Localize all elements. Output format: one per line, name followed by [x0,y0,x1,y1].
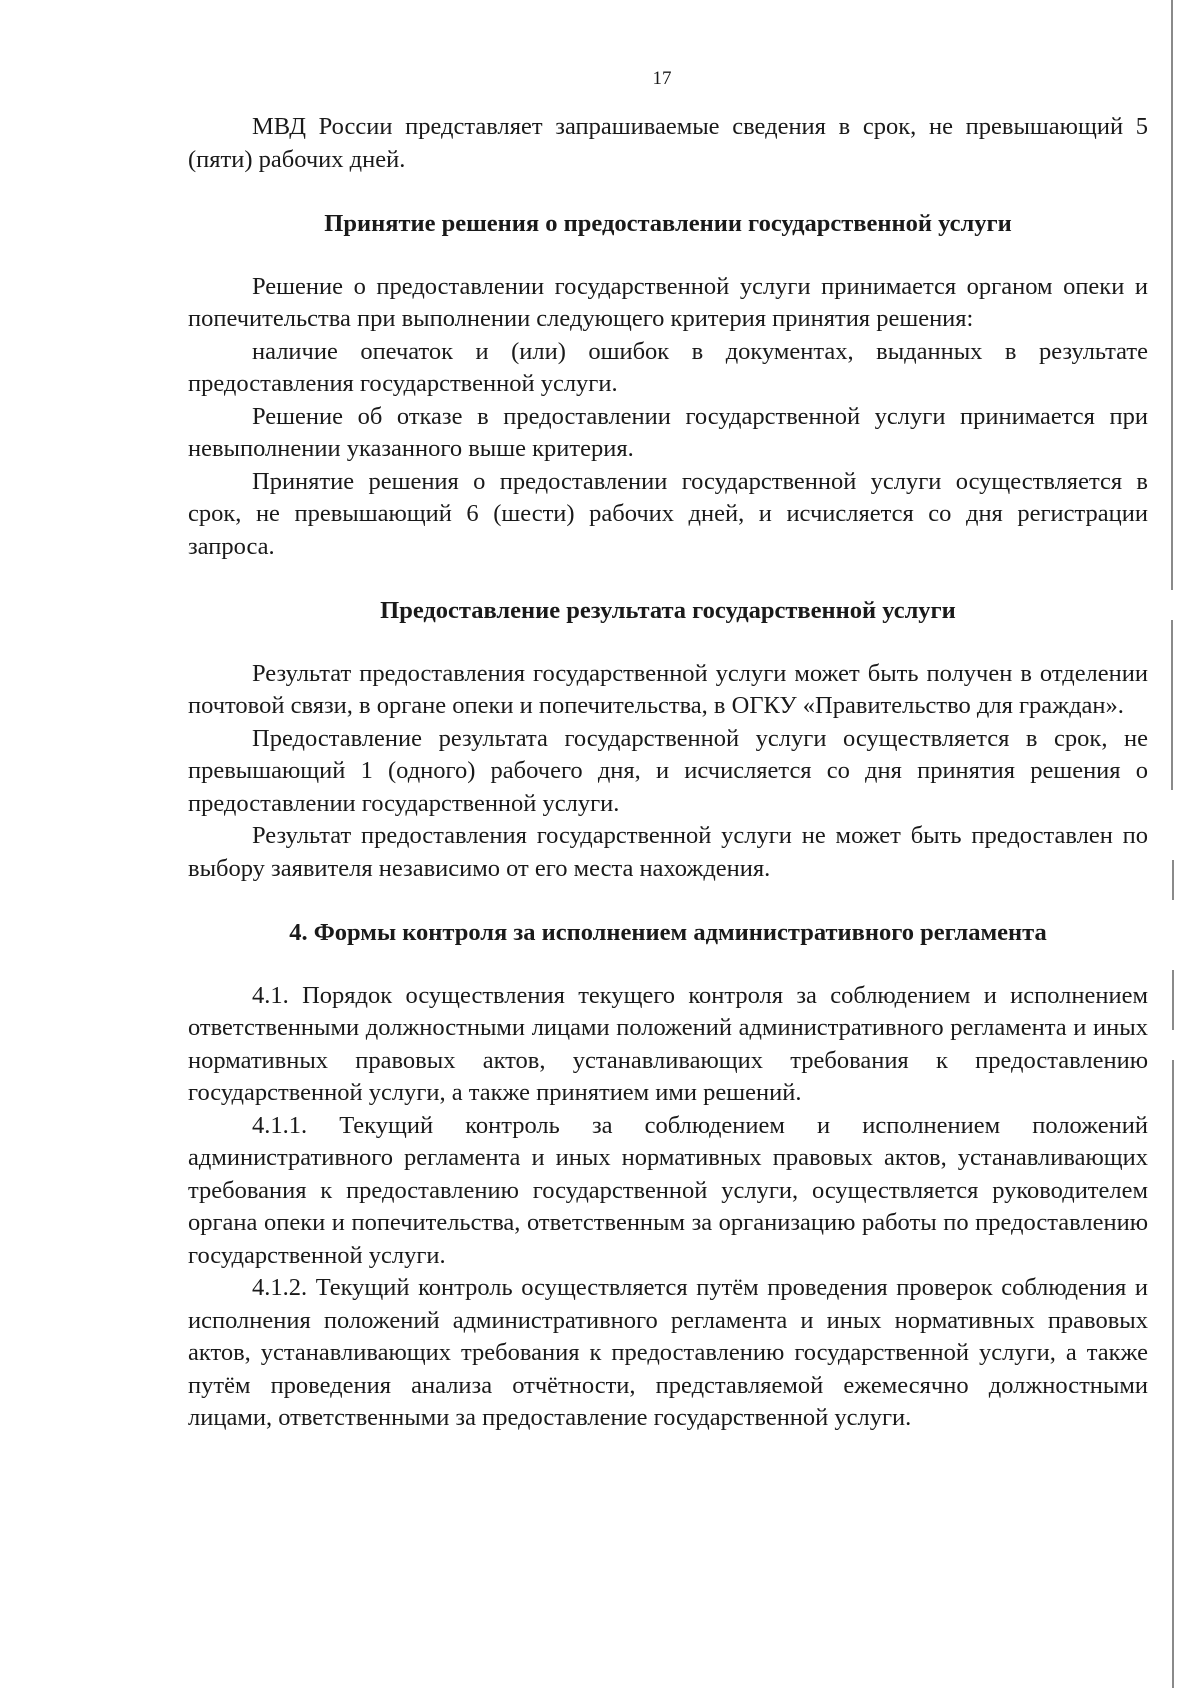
scan-edge-line [1171,0,1173,590]
paragraph: Результат предоставления государственной услуги может быть получен в отделении почтовой связи, в органе опеки и попечительства, в ОГКУ «Правительство для граждан». [188,659,1148,719]
section-heading: Предоставление результата государственной услуги [380,597,956,624]
paragraph: наличие опечаток и (или) ошибок в документах, выданных в результате предоставления государственной услуги. [188,337,1148,397]
scan-edge-line [1171,620,1173,790]
paragraph: 4.1. Порядок осуществления текущего контроля за соблюдением и исполнением ответственными должностными лицами положений административного регламента и иных нормативных правовых актов, устанавливающих требования к предоставлению государственной услуги, а также принятием ими решений. [188,981,1148,1106]
paragraph: Решение об отказе в предоставлении государственной услуги принимается при невыполнении указанного выше критерия. [188,402,1148,462]
paragraph: МВД России представляет запрашиваемые сведения в срок, не превышающий 5 (пяти) рабочих дней. [188,113,1148,173]
paragraph: Предоставление результата государственной услуги осуществляется в срок, не превышающий 1 (одного) рабочего дня, и исчисляется со дня принятия решения о предоставлении государственной услуги. [188,724,1148,817]
page-number: 17 [652,68,672,89]
section-heading: Принятие решения о предоставлении государственной услуги [324,210,1012,237]
scan-edge-line [1172,1060,1174,1688]
paragraph: 4.1.1. Текущий контроль за соблюдением и исполнением положений административного регламента и иных нормативных правовых актов, устанавливающих требования к предоставлению государственной услуги, осуществляется руководителем органа опеки и попечительства, ответственным за организацию работы по предоставлению государственной услуги. [188,1111,1148,1269]
paragraph: Решение о предоставлении государственной услуги принимается органом опеки и попечительства при выполнении следующего критерия принятия решения: [188,272,1148,332]
document-body [188,111,1148,1435]
scan-edge-line [1172,970,1174,1030]
paragraph: Результат предоставления государственной услуги не может быть предоставлен по выбору заявителя независимо от его места нахождения. [188,822,1148,882]
paragraph: 4.1.2. Текущий контроль осуществляется путём проведения проверок соблюдения и исполнения положений административного регламента и иных нормативных правовых актов, устанавливающих требования к предоставлению государственной услуги, а также путём проведения анализа отчётности, представляемой ежемесячно должностными лицами, ответственными за предоставление государственной услуги. [188,1274,1148,1431]
scan-edge-line [1172,860,1174,900]
section-heading: 4. Формы контроля за исполнением административного регламента [289,919,1047,946]
paragraph: Принятие решения о предоставлении государственной услуги осуществляется в срок, не превышающий 6 (шести) рабочих дней, и исчисляется со дня регистрации запроса. [188,467,1148,560]
